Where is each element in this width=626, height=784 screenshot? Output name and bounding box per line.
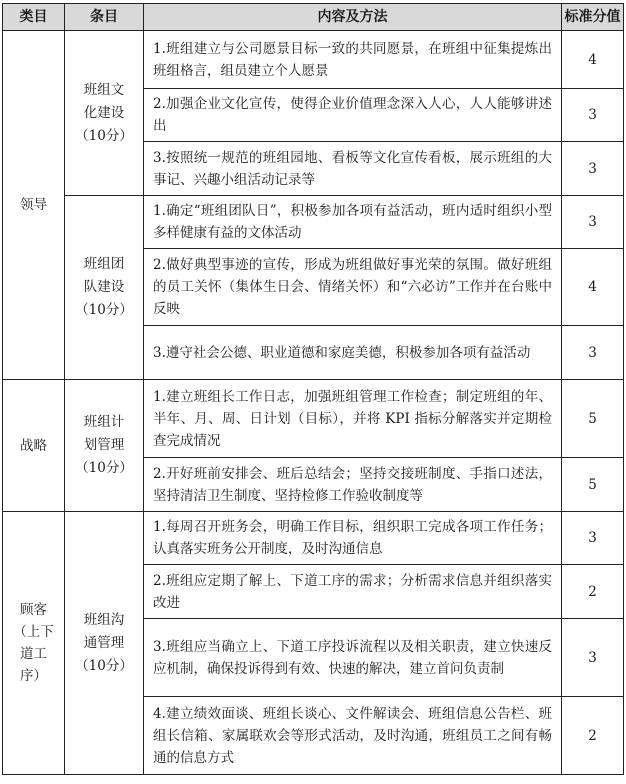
item-title-line: 通管理 — [83, 634, 125, 651]
item-cell — [65, 196, 144, 380]
item-cell — [65, 31, 144, 196]
content-cell: 4.建立绩效面谈、班组长谈心、文件解读会、班组信息公告栏、班组长信箱、家属联欢会等形式活动，及时沟通，班组员工之间有畅通的信息方式 — [144, 697, 562, 775]
evaluation-table — [2, 3, 624, 775]
score-cell: 3 — [562, 196, 624, 249]
score-cell: 4 — [562, 31, 624, 89]
content-cell: 2.开好班前安排会、班后总结会；坚持交接班制度、手指口述法，坚持清洁卫生制度、坚持检修工作验收制度等 — [144, 458, 562, 512]
item-title-line: 班组沟 — [83, 611, 125, 628]
table-row — [3, 380, 624, 458]
score-cell: 5 — [562, 458, 624, 512]
item-title-line: 划管理 — [83, 437, 125, 453]
item-title-line: （10分） — [75, 302, 133, 318]
item-title-line: 班组团 — [83, 256, 125, 272]
content-cell: 2.做好典型事迹的宣传，形成为班组做好事光荣的氛围。做好班组的员工关怀（集体生日会、情绪关怀）和“六必访”工作并在台账中反映 — [144, 249, 562, 326]
category-cell: 战略 — [3, 380, 65, 512]
content-cell: 3.班组应当确立上、下道工序投诉流程以及相关职责，建立快速反应机制，确保投诉得到有效、快速的解决，建立首问负责制 — [144, 619, 562, 697]
content-cell: 1.确定“班组团队日”，积极参加各项有益活动，班内适时组织小型多样健康有益的文体活动 — [144, 196, 562, 249]
score-cell: 2 — [562, 697, 624, 775]
score-cell: 3 — [562, 142, 624, 196]
item-cell — [65, 380, 144, 512]
item-title-line: （10分） — [75, 657, 133, 674]
category-cell: 领导 — [3, 31, 65, 380]
item-cell — [65, 512, 144, 775]
category-line: （上下 — [13, 624, 54, 640]
content-cell: 2.班组应定期了解上、下道工序的需求；分析需求信息并组织落实改进 — [144, 565, 562, 619]
category-line: 道工 — [20, 646, 47, 662]
score-cell: 4 — [562, 249, 624, 326]
score-cell: 3 — [562, 326, 624, 380]
item-title-line: （10分） — [75, 460, 133, 476]
content-cell: 1.建立班组长工作日志，加强班组管理工作检查；制定班组的年、半年、月、周、日计划（目标），并将 KPI 指标分解落实并定期检查完成情况 — [144, 380, 562, 458]
table-row — [3, 196, 624, 249]
content-cell: 3.按照统一规范的班组园地、看板等文化宣传看板，展示班组的大事记、兴趣小组活动记录等 — [144, 142, 562, 196]
header-item: 条目 — [65, 4, 144, 31]
score-cell: 2 — [562, 565, 624, 619]
item-title-line: （10分） — [75, 127, 133, 144]
category-line: 序） — [20, 668, 47, 684]
table-row — [3, 512, 624, 565]
score-cell: 5 — [562, 380, 624, 458]
content-cell: 2.加强企业文化宣传，使得企业价值理念深入人心，人人能够讲述出 — [144, 89, 562, 142]
score-cell: 3 — [562, 619, 624, 697]
category-line: 顾客 — [20, 602, 47, 618]
content-cell: 1.班组建立与公司愿景目标一致的共同愿景，在班组中征集提炼出班组格言，组员建立个人愿景 — [144, 31, 562, 89]
header-row — [3, 4, 624, 31]
header-score: 标准分值 — [562, 4, 624, 31]
table-row — [3, 31, 624, 89]
score-cell: 3 — [562, 89, 624, 142]
content-cell: 3.遵守社会公德、职业道德和家庭美德，积极参加各项有益活动 — [144, 326, 562, 380]
item-title-line: 班组文 — [83, 81, 125, 98]
item-title-line: 化建设 — [83, 104, 125, 121]
header-content: 内容及方法 — [144, 4, 562, 31]
score-cell: 3 — [562, 512, 624, 565]
item-title-line: 班组计 — [83, 414, 125, 430]
item-title-line: 队建设 — [83, 279, 125, 295]
content-cell: 1.每周召开班务会，明确工作目标，组织职工完成各项工作任务；认真落实班务公开制度，及时沟通信息 — [144, 512, 562, 565]
header-category: 类目 — [3, 4, 65, 31]
category-cell — [3, 512, 65, 775]
